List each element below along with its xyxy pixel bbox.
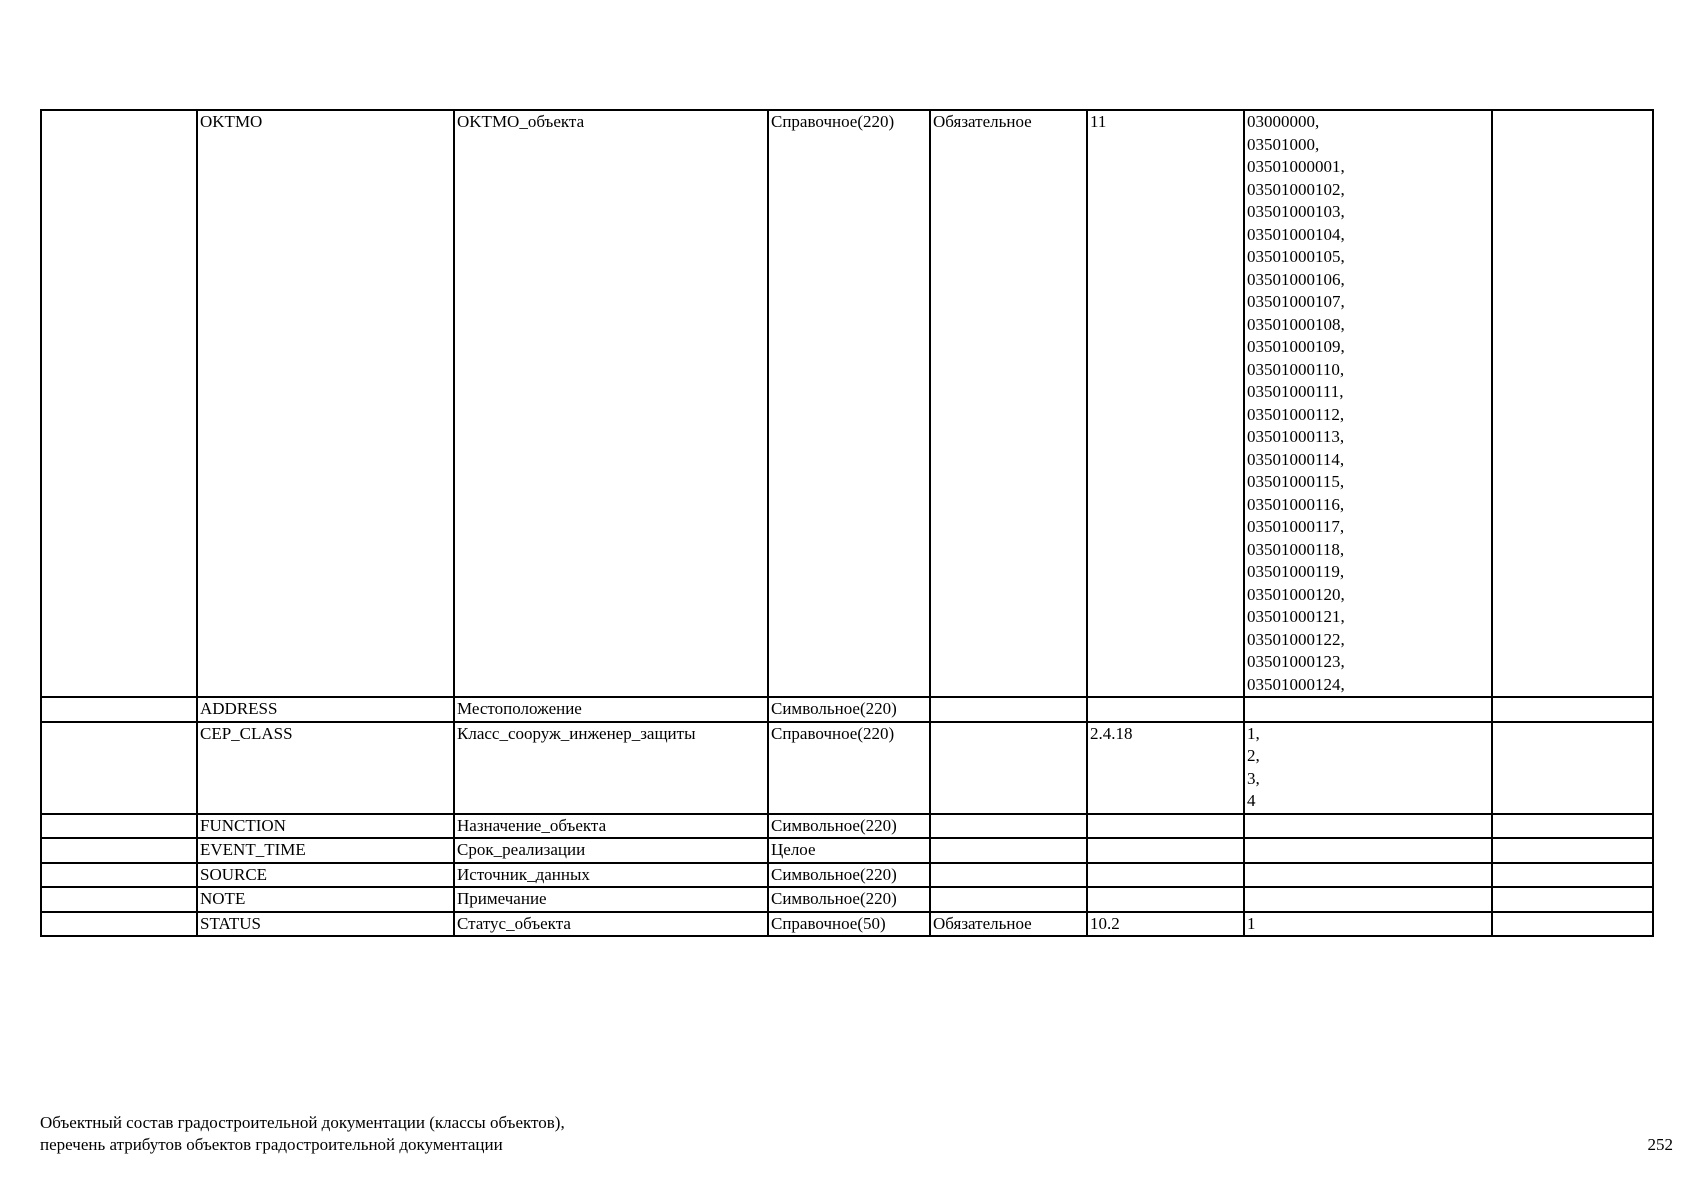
table-row: [41, 912, 1653, 937]
attribute-name: Источник_данных: [454, 863, 768, 888]
value-item: 03501000109,: [1247, 337, 1345, 356]
attribute-reference: [1087, 863, 1244, 888]
table-row: [41, 863, 1653, 888]
empty-cell: [41, 110, 197, 697]
attribute-name: OKTMO_объекта: [454, 110, 768, 697]
empty-cell: [41, 722, 197, 814]
value-item: 03000000,: [1247, 112, 1320, 131]
value-item: 03501000122,: [1247, 629, 1345, 649]
empty-cell: [41, 838, 197, 863]
value-item: 03501000105,: [1247, 247, 1345, 266]
attribute-values: [1244, 722, 1492, 814]
attribute-values: [1244, 863, 1492, 888]
value-item: 03501000106,: [1247, 269, 1345, 289]
empty-cell: [41, 814, 197, 839]
table-row: [41, 838, 1653, 863]
attribute-name: Местоположение: [454, 697, 768, 722]
attribute-code: STATUS: [197, 912, 454, 937]
value-item: 03501000116,: [1247, 494, 1345, 514]
value-item: 1,: [1247, 723, 1260, 743]
attribute-name: Класс_сооруж_инженер_защиты: [454, 722, 768, 814]
value-item: 03501000118,: [1247, 539, 1345, 559]
value-item: 03501000123,: [1247, 652, 1345, 671]
attribute-code: EVENT_TIME: [197, 838, 454, 863]
attribute-type: Справочное(50): [768, 912, 930, 937]
attribute-reference: 10.2: [1087, 912, 1244, 937]
attribute-name: Назначение_объекта: [454, 814, 768, 839]
attribute-reference: [1087, 814, 1244, 839]
empty-cell: [1492, 912, 1653, 937]
value-item: 03501000114,: [1247, 449, 1345, 469]
value-item: 03501000108,: [1247, 314, 1345, 334]
value-item: 03501000115,: [1247, 472, 1345, 491]
attribute-type: Символьное(220): [768, 863, 930, 888]
empty-cell: [1492, 838, 1653, 863]
attribute-name: Примечание: [454, 887, 768, 912]
attribute-code: CEP_CLASS: [197, 722, 454, 814]
attribute-reference: 11: [1087, 110, 1244, 697]
attribute-values: [1244, 838, 1492, 863]
footer-caption-line: перечень атрибутов объектов градостроительной документации: [40, 1135, 503, 1154]
attribute-reference: [1087, 697, 1244, 722]
attribute-code: SOURCE: [197, 863, 454, 888]
empty-cell: [1492, 722, 1653, 814]
empty-cell: [41, 912, 197, 937]
table-row: [41, 722, 1653, 814]
value-item: 1: [1247, 913, 1256, 933]
value-item: 03501000121,: [1247, 607, 1345, 626]
attribute-type: Целое: [768, 838, 930, 863]
attribute-values: [1244, 814, 1492, 839]
attribute-type: Справочное(220): [768, 722, 930, 814]
empty-cell: [1492, 863, 1653, 888]
attribute-required: Обязательное: [930, 110, 1087, 697]
empty-cell: [41, 697, 197, 722]
empty-cell: [41, 863, 197, 888]
attribute-type: Символьное(220): [768, 697, 930, 722]
attribute-code: NOTE: [197, 887, 454, 912]
value-item: 03501000107,: [1247, 292, 1345, 311]
table-row: [41, 697, 1653, 722]
attribute-required: [930, 838, 1087, 863]
attribute-type: Символьное(220): [768, 887, 930, 912]
value-item: 03501000,: [1247, 134, 1320, 154]
value-item: 03501000112,: [1247, 404, 1345, 424]
value-item: 3,: [1247, 768, 1260, 788]
attribute-name: Срок_реализации: [454, 838, 768, 863]
attribute-reference: [1087, 887, 1244, 912]
attribute-required: [930, 863, 1087, 888]
value-item: 03501000103,: [1247, 202, 1345, 221]
empty-cell: [1492, 697, 1653, 722]
empty-cell: [1492, 110, 1653, 697]
attribute-reference: 2.4.18: [1087, 722, 1244, 814]
footer-caption: [40, 1112, 565, 1156]
value-item: 03501000104,: [1247, 224, 1345, 244]
attribute-type: Справочное(220): [768, 110, 930, 697]
value-item: 03501000120,: [1247, 584, 1345, 604]
attribute-required: [930, 887, 1087, 912]
value-item: 03501000001,: [1247, 157, 1345, 176]
value-item: 03501000119,: [1247, 562, 1345, 581]
attribute-required: [930, 722, 1087, 814]
value-item: 03501000124,: [1247, 674, 1345, 694]
attribute-type: Символьное(220): [768, 814, 930, 839]
attribute-code: ADDRESS: [197, 697, 454, 722]
attribute-code: FUNCTION: [197, 814, 454, 839]
attribute-name: Статус_объекта: [454, 912, 768, 937]
value-item: 03501000111,: [1247, 382, 1344, 401]
empty-cell: [1492, 814, 1653, 839]
empty-cell: [1492, 887, 1653, 912]
empty-cell: [41, 887, 197, 912]
attribute-values: [1244, 110, 1492, 697]
attribute-required: Обязательное: [930, 912, 1087, 937]
attribute-values: [1244, 697, 1492, 722]
attribute-values: [1244, 887, 1492, 912]
attribute-reference: [1087, 838, 1244, 863]
attribute-required: [930, 814, 1087, 839]
value-item: 03501000117,: [1247, 517, 1345, 536]
table-row: [41, 887, 1653, 912]
table-row: [41, 110, 1653, 697]
footer-caption-line: Объектный состав градостроительной документации (классы объектов),: [40, 1113, 565, 1132]
value-item: 03501000113,: [1247, 427, 1345, 446]
table-row: [41, 814, 1653, 839]
value-item: 2,: [1247, 746, 1260, 765]
attribute-table: [40, 109, 1654, 937]
value-item: 03501000110,: [1247, 359, 1345, 379]
attribute-code: OKTMO: [197, 110, 454, 697]
attribute-values: [1244, 912, 1492, 937]
attribute-required: [930, 697, 1087, 722]
value-item: 4: [1247, 791, 1256, 810]
page-number: 252: [1647, 1135, 1673, 1154]
value-item: 03501000102,: [1247, 179, 1345, 199]
